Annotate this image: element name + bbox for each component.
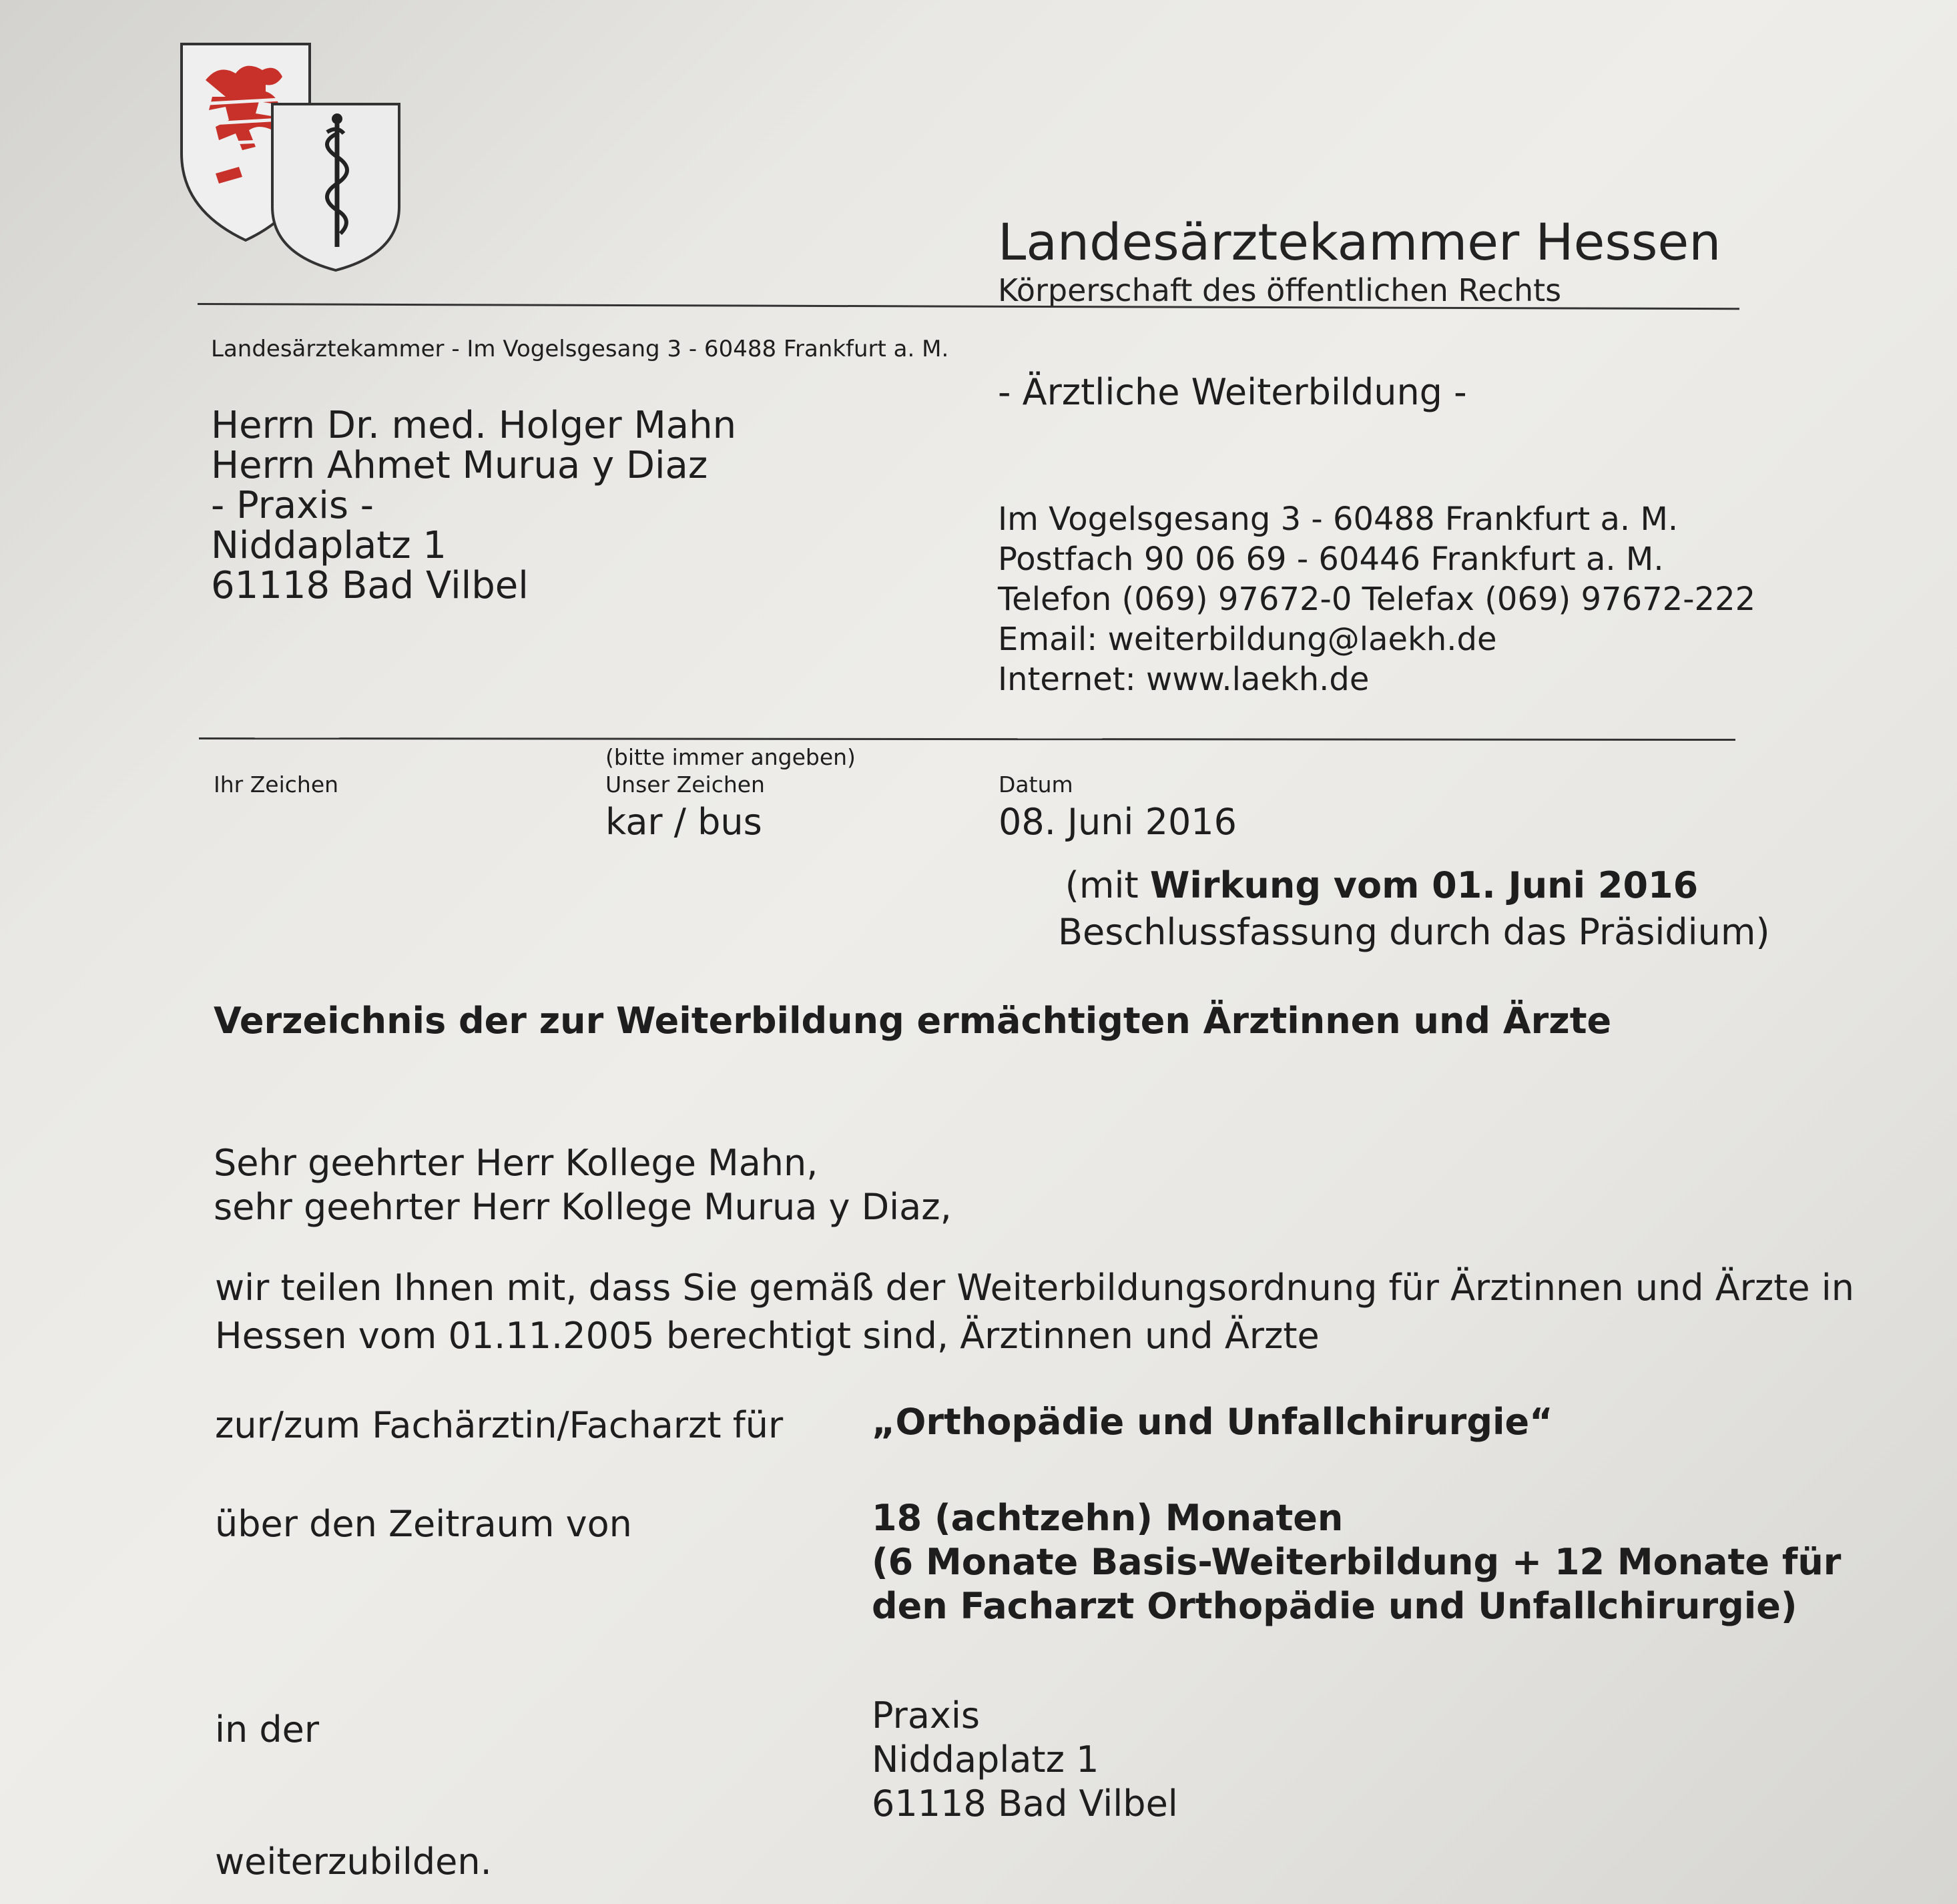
ort-value bbox=[872, 1694, 1178, 1826]
ihr-zeichen-label: Ihr Zeichen bbox=[214, 771, 339, 798]
zeitraum-line: den Facharzt Orthopädie und Unfallchirurgie) bbox=[872, 1585, 1797, 1627]
fach-value bbox=[872, 1400, 1553, 1444]
ort-line: 61118 Bad Vilbel bbox=[872, 1783, 1178, 1825]
effect-line2: Beschlussfassung durch das Präsidium) bbox=[1058, 911, 1770, 953]
recipient-address bbox=[211, 406, 736, 606]
recipient-line: Niddaplatz 1 bbox=[211, 524, 447, 567]
body-paragraph bbox=[215, 1264, 1854, 1360]
letter-heading: Verzeichnis der zur Weiterbildung ermächtigten Ärztinnen und Ärzte bbox=[214, 1000, 1612, 1042]
datum-value: 08. Juni 2016 bbox=[999, 801, 1237, 843]
effective-date-note bbox=[1058, 862, 1770, 956]
zeitraum-label: über den Zeitraum von bbox=[215, 1503, 632, 1545]
sender-return-address: Landesärztekammer - Im Vogelsgesang 3 - 60488 Frankfurt a. M. bbox=[211, 336, 949, 362]
recipient-line: Herrn Dr. med. Holger Mahn bbox=[211, 404, 737, 447]
contact-address: Im Vogelsgesang 3 - 60488 Frankfurt a. M. bbox=[998, 501, 1679, 538]
recipient-line: 61118 Bad Vilbel bbox=[211, 564, 529, 607]
aesculapius-shield-icon bbox=[272, 104, 399, 270]
contact-postfach: Postfach 90 06 69 - 60446 Frankfurt a. M. bbox=[998, 541, 1664, 578]
recipient-line: - Praxis - bbox=[211, 484, 374, 527]
ort-line: Praxis bbox=[872, 1694, 980, 1736]
organization-name: Landesärztekammer Hessen bbox=[998, 212, 1721, 272]
recipient-line: Herrn Ahmet Murua y Diaz bbox=[211, 444, 708, 487]
zeitraum-line: 18 (achtzehn) Monaten bbox=[872, 1497, 1344, 1539]
body-line: Hessen vom 01.11.2005 berechtigt sind, Ärztinnen und Ärzte bbox=[215, 1315, 1320, 1357]
fach-value-text: „Orthopädie und Unfallchirurgie“ bbox=[872, 1401, 1553, 1443]
zeitraum-line: (6 Monate Basis-Weiterbildung + 12 Monate für bbox=[872, 1541, 1842, 1583]
unser-zeichen-value: kar / bus bbox=[605, 801, 762, 843]
zeitraum-value bbox=[872, 1496, 1841, 1628]
unser-zeichen-label: Unser Zeichen bbox=[605, 771, 765, 798]
ort-label: in der bbox=[215, 1708, 320, 1751]
contact-block bbox=[998, 499, 1755, 699]
effect-prefix: (mit bbox=[1065, 864, 1150, 906]
ort-line: Niddaplatz 1 bbox=[872, 1738, 1099, 1781]
salutation-line: Sehr geehrter Herr Kollege Mahn, bbox=[214, 1142, 818, 1184]
chamber-logo bbox=[179, 40, 406, 274]
contact-phone: Telefon (069) 97672-0 Telefax (069) 97672-222 bbox=[998, 581, 1756, 618]
reference-divider bbox=[199, 737, 1735, 741]
datum-label: Datum bbox=[999, 771, 1073, 798]
bitte-note: (bitte immer angeben) bbox=[605, 744, 856, 770]
fach-label: zur/zum Fachärztin/Facharzt für bbox=[215, 1404, 784, 1446]
contact-email: Email: weiterbildung@laekh.de bbox=[998, 621, 1497, 658]
body-line: wir teilen Ihnen mit, dass Sie gemäß der Weiterbildungsordnung für Ärztinnen und Ärzte in bbox=[215, 1267, 1854, 1309]
department-name: - Ärztliche Weiterbildung - bbox=[998, 371, 1467, 413]
salutation-line: sehr geehrter Herr Kollege Murua y Diaz, bbox=[214, 1186, 952, 1228]
salutation bbox=[214, 1141, 952, 1229]
organization-subtitle: Körperschaft des öffentlichen Rechts bbox=[998, 272, 1562, 308]
closing-text: weiterzubilden. bbox=[215, 1841, 492, 1883]
contact-website: Internet: www.laekh.de bbox=[998, 661, 1370, 698]
effect-date: Wirkung vom 01. Juni 2016 bbox=[1149, 864, 1699, 906]
